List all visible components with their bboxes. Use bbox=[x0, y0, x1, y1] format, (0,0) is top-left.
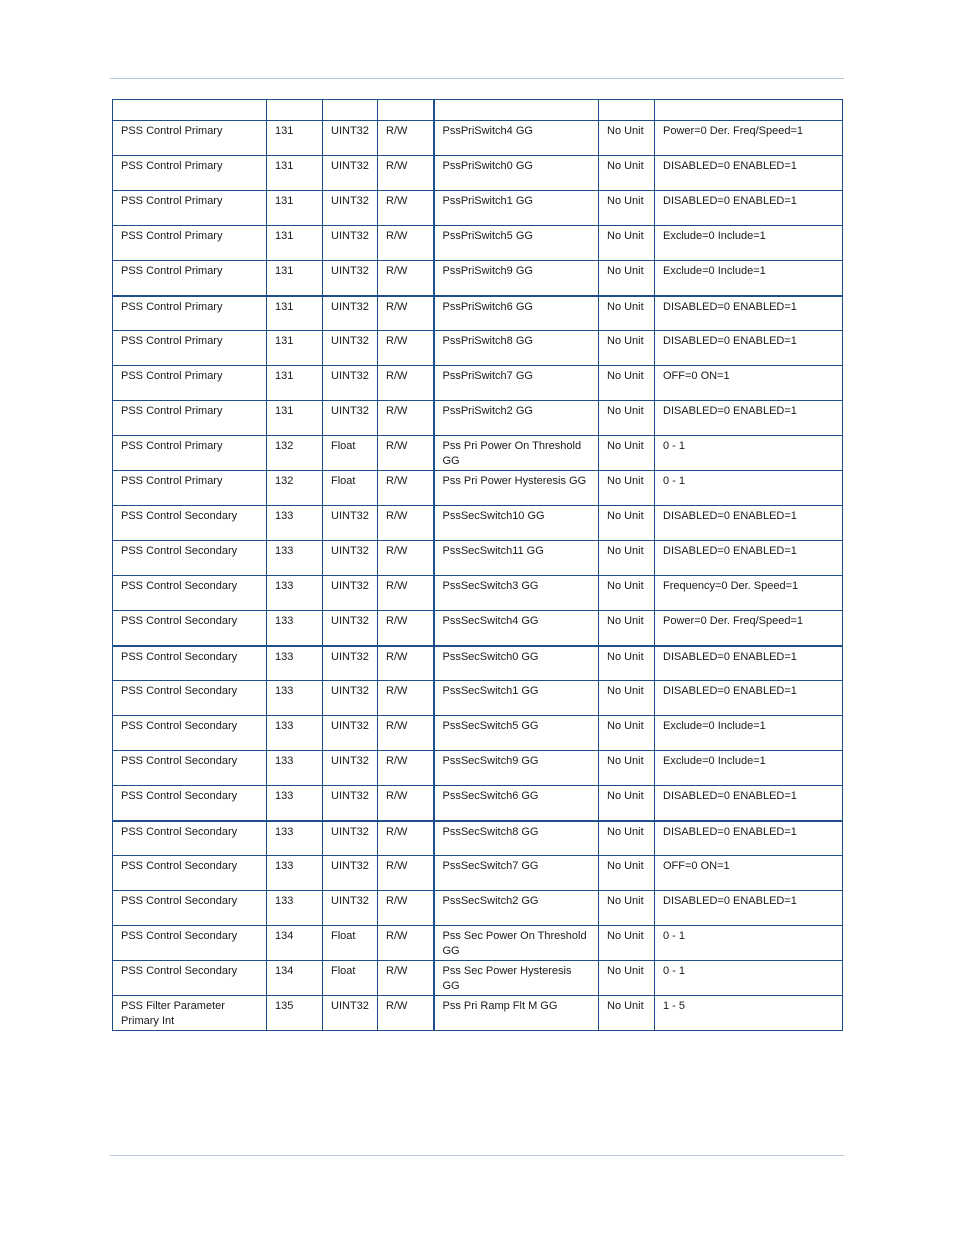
cell-unit: No Unit bbox=[599, 821, 655, 856]
cell-access: R/W bbox=[378, 191, 434, 226]
cell-group: PSS Control Primary bbox=[113, 226, 267, 261]
cell-parameter-name: PssSecSwitch10 GG bbox=[434, 506, 599, 541]
cell-register: 133 bbox=[267, 611, 323, 646]
cell-parameter-name: PssSecSwitch7 GG bbox=[434, 856, 599, 891]
cell-range: Exclude=0 Include=1 bbox=[655, 716, 843, 751]
table-row bbox=[113, 961, 843, 996]
cell-range: Frequency=0 Der. Speed=1 bbox=[655, 576, 843, 611]
cell-access: R/W bbox=[378, 786, 434, 821]
cell-parameter-name: PssSecSwitch4 GG bbox=[434, 611, 599, 646]
cell-group: PSS Control Secondary bbox=[113, 576, 267, 611]
cell-access: R/W bbox=[378, 261, 434, 296]
cell-group: PSS Control Primary bbox=[113, 401, 267, 436]
cell-range: Power=0 Der. Freq/Speed=1 bbox=[655, 121, 843, 156]
cell-unit: No Unit bbox=[599, 471, 655, 506]
table-row bbox=[113, 401, 843, 436]
cell-data-type: Float bbox=[323, 961, 378, 996]
cell-access: R/W bbox=[378, 576, 434, 611]
cell-group: PSS Control Secondary bbox=[113, 611, 267, 646]
header-cell-unit bbox=[599, 100, 655, 121]
cell-parameter-name: Pss Sec Power On Threshold GG bbox=[434, 926, 599, 961]
cell-range: Exclude=0 Include=1 bbox=[655, 751, 843, 786]
cell-unit: No Unit bbox=[599, 366, 655, 401]
cell-group: PSS Control Primary bbox=[113, 331, 267, 366]
cell-range: Exclude=0 Include=1 bbox=[655, 261, 843, 296]
cell-range: DISABLED=0 ENABLED=1 bbox=[655, 821, 843, 856]
cell-parameter-name: Pss Pri Power On Threshold GG bbox=[434, 436, 599, 471]
cell-parameter-name: PssPriSwitch5 GG bbox=[434, 226, 599, 261]
header-cell-name bbox=[434, 100, 599, 121]
table-row bbox=[113, 296, 843, 331]
cell-register: 133 bbox=[267, 786, 323, 821]
cell-range: DISABLED=0 ENABLED=1 bbox=[655, 891, 843, 926]
cell-range: Exclude=0 Include=1 bbox=[655, 226, 843, 261]
cell-parameter-name: PssSecSwitch5 GG bbox=[434, 716, 599, 751]
cell-register: 133 bbox=[267, 506, 323, 541]
cell-range: DISABLED=0 ENABLED=1 bbox=[655, 506, 843, 541]
cell-register: 134 bbox=[267, 926, 323, 961]
cell-data-type: UINT32 bbox=[323, 856, 378, 891]
table-row bbox=[113, 541, 843, 576]
cell-unit: No Unit bbox=[599, 296, 655, 331]
table-row bbox=[113, 121, 843, 156]
cell-parameter-name: PssSecSwitch9 GG bbox=[434, 751, 599, 786]
cell-access: R/W bbox=[378, 331, 434, 366]
cell-unit: No Unit bbox=[599, 646, 655, 681]
cell-data-type: Float bbox=[323, 926, 378, 961]
cell-range: 1 - 5 bbox=[655, 996, 843, 1031]
table-row bbox=[113, 471, 843, 506]
cell-register: 133 bbox=[267, 856, 323, 891]
cell-access: R/W bbox=[378, 611, 434, 646]
cell-register: 133 bbox=[267, 681, 323, 716]
cell-unit: No Unit bbox=[599, 926, 655, 961]
cell-data-type: UINT32 bbox=[323, 121, 378, 156]
cell-register: 131 bbox=[267, 121, 323, 156]
cell-parameter-name: Pss Sec Power Hysteresis GG bbox=[434, 961, 599, 996]
cell-access: R/W bbox=[378, 716, 434, 751]
cell-parameter-name: PssSecSwitch1 GG bbox=[434, 681, 599, 716]
table-row bbox=[113, 331, 843, 366]
cell-unit: No Unit bbox=[599, 506, 655, 541]
table-row bbox=[113, 226, 843, 261]
header-cell-group bbox=[113, 100, 267, 121]
cell-range: OFF=0 ON=1 bbox=[655, 856, 843, 891]
cell-group: PSS Control Secondary bbox=[113, 681, 267, 716]
cell-register: 133 bbox=[267, 716, 323, 751]
cell-group: PSS Control Secondary bbox=[113, 961, 267, 996]
table-row bbox=[113, 261, 843, 296]
cell-access: R/W bbox=[378, 121, 434, 156]
cell-unit: No Unit bbox=[599, 611, 655, 646]
cell-register: 131 bbox=[267, 156, 323, 191]
cell-access: R/W bbox=[378, 821, 434, 856]
cell-register: 133 bbox=[267, 891, 323, 926]
cell-unit: No Unit bbox=[599, 681, 655, 716]
table-row bbox=[113, 646, 843, 681]
cell-parameter-name: PssPriSwitch2 GG bbox=[434, 401, 599, 436]
cell-data-type: UINT32 bbox=[323, 576, 378, 611]
table-row bbox=[113, 716, 843, 751]
table-row bbox=[113, 611, 843, 646]
cell-parameter-name: PssSecSwitch0 GG bbox=[434, 646, 599, 681]
table-row bbox=[113, 191, 843, 226]
cell-parameter-name: PssPriSwitch1 GG bbox=[434, 191, 599, 226]
cell-unit: No Unit bbox=[599, 331, 655, 366]
cell-data-type: UINT32 bbox=[323, 646, 378, 681]
cell-unit: No Unit bbox=[599, 541, 655, 576]
cell-unit: No Unit bbox=[599, 401, 655, 436]
cell-group: PSS Control Primary bbox=[113, 366, 267, 401]
cell-group: PSS Control Secondary bbox=[113, 891, 267, 926]
cell-group: PSS Control Secondary bbox=[113, 821, 267, 856]
cell-data-type: UINT32 bbox=[323, 751, 378, 786]
cell-parameter-name: PssSecSwitch8 GG bbox=[434, 821, 599, 856]
cell-group: PSS Control Secondary bbox=[113, 646, 267, 681]
cell-parameter-name: PssPriSwitch9 GG bbox=[434, 261, 599, 296]
table-row bbox=[113, 681, 843, 716]
cell-access: R/W bbox=[378, 471, 434, 506]
cell-parameter-name: PssSecSwitch11 GG bbox=[434, 541, 599, 576]
header-cell-access bbox=[378, 100, 434, 121]
cell-access: R/W bbox=[378, 646, 434, 681]
header-cell-type bbox=[323, 100, 378, 121]
cell-unit: No Unit bbox=[599, 786, 655, 821]
cell-register: 133 bbox=[267, 646, 323, 681]
cell-data-type: UINT32 bbox=[323, 506, 378, 541]
cell-range: DISABLED=0 ENABLED=1 bbox=[655, 401, 843, 436]
cell-register: 131 bbox=[267, 401, 323, 436]
cell-range: 0 - 1 bbox=[655, 926, 843, 961]
cell-register: 131 bbox=[267, 366, 323, 401]
footer-rule bbox=[110, 1155, 844, 1156]
cell-group: PSS Control Primary bbox=[113, 121, 267, 156]
cell-group: PSS Control Secondary bbox=[113, 926, 267, 961]
cell-parameter-name: PssPriSwitch0 GG bbox=[434, 156, 599, 191]
cell-parameter-name: PssSecSwitch6 GG bbox=[434, 786, 599, 821]
cell-group: PSS Control Secondary bbox=[113, 506, 267, 541]
cell-access: R/W bbox=[378, 751, 434, 786]
cell-group: PSS Control Secondary bbox=[113, 856, 267, 891]
cell-group: PSS Control Secondary bbox=[113, 786, 267, 821]
cell-range: DISABLED=0 ENABLED=1 bbox=[655, 681, 843, 716]
cell-register: 134 bbox=[267, 961, 323, 996]
cell-access: R/W bbox=[378, 961, 434, 996]
table-row bbox=[113, 366, 843, 401]
cell-parameter-name: PssSecSwitch3 GG bbox=[434, 576, 599, 611]
cell-access: R/W bbox=[378, 296, 434, 331]
cell-parameter-name: PssPriSwitch8 GG bbox=[434, 331, 599, 366]
cell-access: R/W bbox=[378, 541, 434, 576]
cell-range: DISABLED=0 ENABLED=1 bbox=[655, 541, 843, 576]
cell-unit: No Unit bbox=[599, 436, 655, 471]
cell-register: 131 bbox=[267, 261, 323, 296]
cell-group: PSS Filter Parameter Primary Int bbox=[113, 996, 267, 1031]
cell-register: 132 bbox=[267, 471, 323, 506]
table-row bbox=[113, 926, 843, 961]
cell-register: 135 bbox=[267, 996, 323, 1031]
cell-range: DISABLED=0 ENABLED=1 bbox=[655, 191, 843, 226]
cell-data-type: UINT32 bbox=[323, 611, 378, 646]
header-cell-range bbox=[655, 100, 843, 121]
header-rule bbox=[110, 78, 844, 79]
cell-unit: No Unit bbox=[599, 121, 655, 156]
cell-register: 131 bbox=[267, 331, 323, 366]
cell-range: 0 - 1 bbox=[655, 436, 843, 471]
cell-group: PSS Control Primary bbox=[113, 436, 267, 471]
cell-data-type: UINT32 bbox=[323, 261, 378, 296]
cell-data-type: UINT32 bbox=[323, 681, 378, 716]
cell-register: 132 bbox=[267, 436, 323, 471]
cell-unit: No Unit bbox=[599, 996, 655, 1031]
table-row bbox=[113, 576, 843, 611]
cell-access: R/W bbox=[378, 926, 434, 961]
cell-unit: No Unit bbox=[599, 261, 655, 296]
cell-group: PSS Control Secondary bbox=[113, 716, 267, 751]
cell-data-type: UINT32 bbox=[323, 156, 378, 191]
table-row bbox=[113, 891, 843, 926]
cell-range: DISABLED=0 ENABLED=1 bbox=[655, 156, 843, 191]
cell-data-type: UINT32 bbox=[323, 786, 378, 821]
table-row bbox=[113, 506, 843, 541]
cell-range: DISABLED=0 ENABLED=1 bbox=[655, 786, 843, 821]
cell-access: R/W bbox=[378, 436, 434, 471]
cell-data-type: UINT32 bbox=[323, 331, 378, 366]
cell-range: Power=0 Der. Freq/Speed=1 bbox=[655, 611, 843, 646]
cell-group: PSS Control Primary bbox=[113, 261, 267, 296]
cell-unit: No Unit bbox=[599, 716, 655, 751]
cell-data-type: UINT32 bbox=[323, 821, 378, 856]
table-row bbox=[113, 821, 843, 856]
cell-access: R/W bbox=[378, 681, 434, 716]
table-row bbox=[113, 786, 843, 821]
cell-data-type: UINT32 bbox=[323, 541, 378, 576]
cell-data-type: Float bbox=[323, 436, 378, 471]
cell-parameter-name: PssSecSwitch2 GG bbox=[434, 891, 599, 926]
cell-access: R/W bbox=[378, 401, 434, 436]
cell-parameter-name: Pss Pri Power Hysteresis GG bbox=[434, 471, 599, 506]
cell-register: 133 bbox=[267, 576, 323, 611]
table-row bbox=[113, 996, 843, 1031]
cell-data-type: UINT32 bbox=[323, 366, 378, 401]
cell-group: PSS Control Primary bbox=[113, 296, 267, 331]
cell-access: R/W bbox=[378, 366, 434, 401]
cell-data-type: UINT32 bbox=[323, 226, 378, 261]
table-row bbox=[113, 751, 843, 786]
cell-parameter-name: PssPriSwitch6 GG bbox=[434, 296, 599, 331]
header-cell-register bbox=[267, 100, 323, 121]
cell-unit: No Unit bbox=[599, 191, 655, 226]
register-table bbox=[112, 99, 843, 1031]
cell-register: 131 bbox=[267, 191, 323, 226]
cell-access: R/W bbox=[378, 856, 434, 891]
cell-parameter-name: Pss Pri Ramp Flt M GG bbox=[434, 996, 599, 1031]
cell-unit: No Unit bbox=[599, 891, 655, 926]
register-table-body bbox=[113, 100, 843, 1031]
cell-data-type: Float bbox=[323, 471, 378, 506]
cell-register: 133 bbox=[267, 541, 323, 576]
cell-register: 131 bbox=[267, 296, 323, 331]
cell-data-type: UINT32 bbox=[323, 716, 378, 751]
cell-range: DISABLED=0 ENABLED=1 bbox=[655, 331, 843, 366]
cell-unit: No Unit bbox=[599, 856, 655, 891]
cell-unit: No Unit bbox=[599, 226, 655, 261]
cell-data-type: UINT32 bbox=[323, 996, 378, 1031]
table-row bbox=[113, 436, 843, 471]
cell-data-type: UINT32 bbox=[323, 296, 378, 331]
table-row bbox=[113, 156, 843, 191]
cell-group: PSS Control Primary bbox=[113, 471, 267, 506]
cell-range: DISABLED=0 ENABLED=1 bbox=[655, 296, 843, 331]
cell-register: 133 bbox=[267, 751, 323, 786]
cell-group: PSS Control Primary bbox=[113, 191, 267, 226]
cell-range: 0 - 1 bbox=[655, 961, 843, 996]
cell-group: PSS Control Secondary bbox=[113, 751, 267, 786]
cell-access: R/W bbox=[378, 891, 434, 926]
cell-parameter-name: PssPriSwitch4 GG bbox=[434, 121, 599, 156]
cell-data-type: UINT32 bbox=[323, 891, 378, 926]
cell-unit: No Unit bbox=[599, 576, 655, 611]
cell-parameter-name: PssPriSwitch7 GG bbox=[434, 366, 599, 401]
cell-data-type: UINT32 bbox=[323, 401, 378, 436]
table-row bbox=[113, 856, 843, 891]
cell-access: R/W bbox=[378, 226, 434, 261]
cell-access: R/W bbox=[378, 156, 434, 191]
table-header-row bbox=[113, 100, 843, 121]
cell-unit: No Unit bbox=[599, 961, 655, 996]
cell-range: 0 - 1 bbox=[655, 471, 843, 506]
cell-access: R/W bbox=[378, 996, 434, 1031]
cell-group: PSS Control Secondary bbox=[113, 541, 267, 576]
cell-register: 131 bbox=[267, 226, 323, 261]
cell-range: OFF=0 ON=1 bbox=[655, 366, 843, 401]
cell-range: DISABLED=0 ENABLED=1 bbox=[655, 646, 843, 681]
cell-register: 133 bbox=[267, 821, 323, 856]
cell-data-type: UINT32 bbox=[323, 191, 378, 226]
cell-unit: No Unit bbox=[599, 156, 655, 191]
cell-access: R/W bbox=[378, 506, 434, 541]
cell-unit: No Unit bbox=[599, 751, 655, 786]
cell-group: PSS Control Primary bbox=[113, 156, 267, 191]
